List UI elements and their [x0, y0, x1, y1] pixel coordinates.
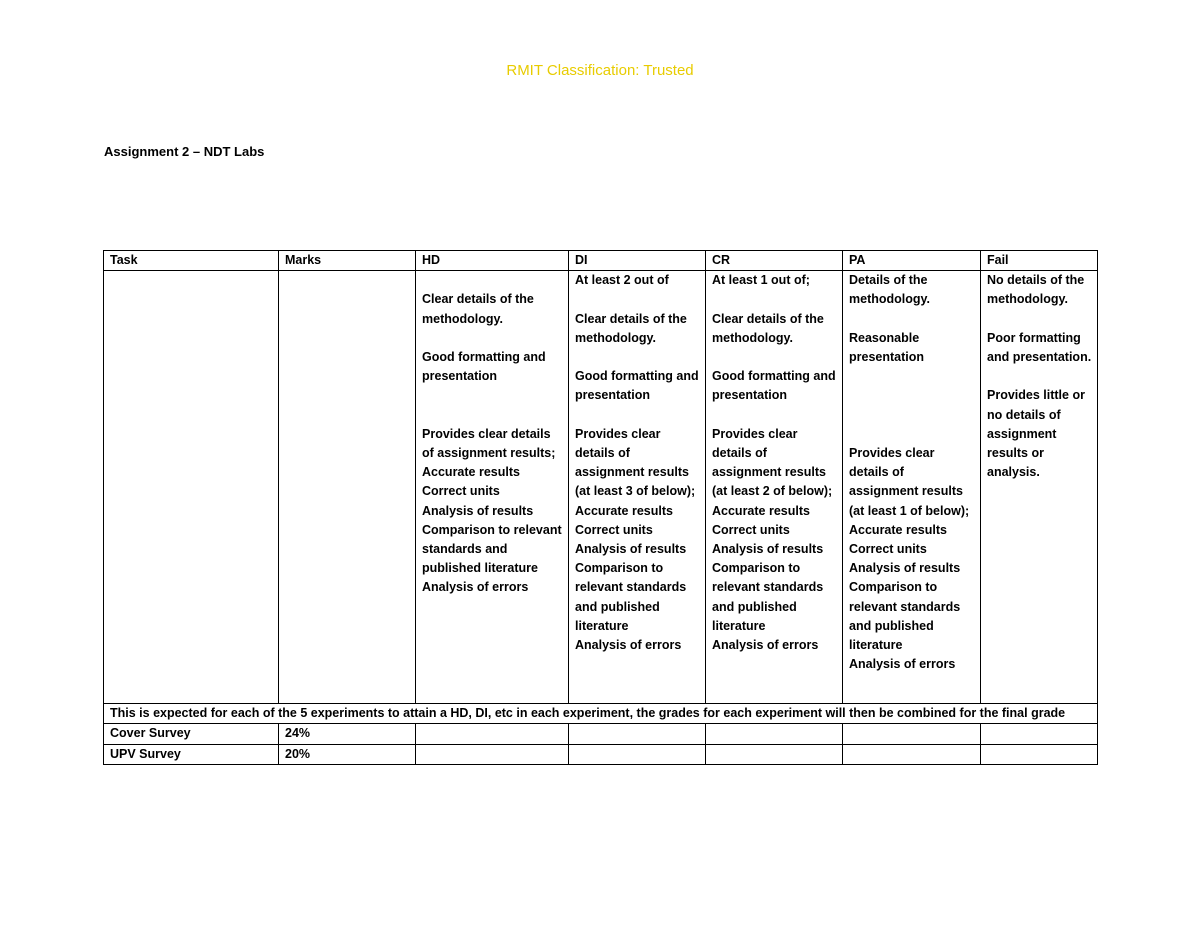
col-marks: Marks [279, 251, 416, 271]
empty-cell [416, 744, 569, 764]
header-row [104, 251, 1098, 271]
fail-results: Provides little or no details of assignment results or analysis. [987, 388, 1085, 480]
empty-cell [706, 744, 843, 764]
di-presentation: Good formatting and presentation [575, 369, 699, 403]
fail-methodology: No details of the methodology. [987, 273, 1085, 307]
hd-methodology: Clear details of the methodology. [422, 292, 534, 326]
criteria-di-cell [569, 271, 706, 704]
empty-cell [981, 744, 1098, 764]
table-row [104, 724, 1098, 744]
empty-cell [706, 724, 843, 744]
hd-results: Provides clear details of assignment results; Accurate results Correct units Analysis of results Comparison to relevant standards and published literature Analysis of errors [422, 426, 562, 595]
note-cell: This is expected for each of the 5 experiments to attain a HD, DI, etc in each experiment, the grades for each experiment will then be combined for the final grade [104, 704, 1098, 724]
document-title: Assignment 2 – NDT Labs [104, 144, 265, 159]
col-fail: Fail [981, 251, 1098, 271]
cr-intro: At least 1 out of; [712, 273, 810, 288]
hd-presentation: Good formatting and presentation [422, 349, 546, 384]
cr-presentation: Good formatting and presentation [712, 369, 836, 403]
criteria-fail-cell [981, 271, 1098, 704]
di-intro: At least 2 out of [575, 273, 669, 288]
col-cr: CR [706, 251, 843, 271]
rubric-table [103, 250, 1098, 765]
empty-cell [569, 744, 706, 764]
criteria-cr-cell [706, 271, 843, 704]
hd-intro [422, 271, 564, 290]
empty-cell [569, 724, 706, 744]
criteria-marks-cell [279, 271, 416, 704]
empty-cell [416, 724, 569, 744]
criteria-hd-cell [416, 271, 569, 704]
pa-results: Provides clear details of assignment results (at least 1 of below); Accurate results Correct units Analysis of results Comparison to relevant standards and published literature Analysis of errors [849, 445, 970, 672]
empty-cell [981, 724, 1098, 744]
criteria-row [104, 271, 1098, 704]
col-di: DI [569, 251, 706, 271]
row-marks: 24% [279, 724, 416, 744]
cr-results: Provides clear details of assignment results (at least 2 of below); Accurate results Correct units Analysis of results Comparison to relevant standards and published literature Analysis of errors [712, 426, 833, 653]
pa-methodology: Details of the methodology. [849, 273, 931, 307]
row-task: UPV Survey [104, 744, 279, 764]
di-methodology: Clear details of the methodology. [575, 311, 687, 345]
row-marks: 20% [279, 744, 416, 764]
pa-presentation: Reasonable presentation [849, 330, 925, 364]
classification-label: RMIT Classification: Trusted [506, 62, 694, 79]
cr-methodology: Clear details of the methodology. [712, 311, 824, 345]
row-task: Cover Survey [104, 724, 279, 744]
col-task: Task [104, 251, 279, 271]
col-pa: PA [843, 251, 981, 271]
criteria-task-cell [104, 271, 279, 704]
note-row [104, 704, 1098, 724]
di-results: Provides clear details of assignment results (at least 3 of below); Accurate results Correct units Analysis of results Comparison to relevant standards and published literature Analysis of errors [575, 426, 696, 653]
fail-presentation: Poor formatting and presentation. [987, 330, 1092, 364]
criteria-pa-cell [843, 271, 981, 704]
col-hd: HD [416, 251, 569, 271]
empty-cell [843, 724, 981, 744]
table-row [104, 744, 1098, 764]
empty-cell [843, 744, 981, 764]
